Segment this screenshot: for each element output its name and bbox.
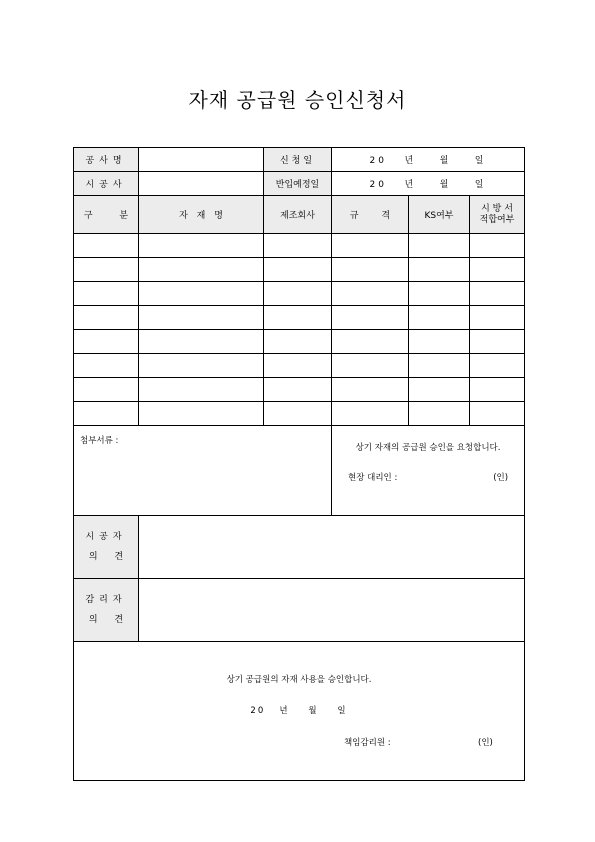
request-date-label: 신청일 — [264, 148, 332, 172]
col-header-spec-compliance — [470, 196, 525, 234]
document-title: 자재 공급원 승인신청서 — [188, 88, 407, 112]
col-header-category: 구 분 — [74, 196, 139, 234]
col-header-manufacturer: 제조회사 — [264, 196, 332, 234]
contractor-opinion-line1: 시공자 — [85, 532, 127, 542]
request-statement: 상기 자재의 공급원 승인을 요청합니다. — [355, 442, 501, 453]
approval-date[interactable]: 20 년 월 일 — [250, 706, 348, 716]
site-agent-label: 현장 대리인 : — [348, 472, 398, 483]
project-name-label: 공사명 — [74, 148, 139, 172]
application-form — [73, 147, 525, 781]
col-header-spec-compliance-line1: 시 방 서 — [481, 203, 513, 214]
attachments-cell[interactable] — [74, 426, 332, 516]
col-header-spec-compliance-line2: 적합여부 — [479, 214, 515, 225]
table-row — [74, 282, 525, 306]
table-row — [74, 330, 525, 354]
site-agent-seal: (인) — [493, 472, 509, 483]
approval-statement: 상기 공급원의 자재 사용을 승인합니다. — [226, 675, 372, 685]
table-row — [74, 234, 525, 258]
supervisor-opinion-label — [74, 579, 139, 642]
approval-cell — [74, 642, 525, 781]
delivery-date-label: 반입예정일 — [264, 172, 332, 196]
table-row — [74, 378, 525, 402]
table-row — [74, 402, 525, 426]
table-row — [74, 258, 525, 282]
col-header-material-name: 자 재 명 — [139, 196, 264, 234]
project-name-field[interactable] — [139, 148, 264, 172]
supervisor-opinion-line2: 의 견 — [88, 615, 124, 625]
contractor-field[interactable] — [139, 172, 264, 196]
contractor-opinion-line2: 의 견 — [88, 552, 124, 562]
attachments-label: 첨부서류 : — [80, 436, 119, 446]
table-row — [74, 354, 525, 378]
delivery-date-field[interactable]: 20 년 월 일 — [332, 172, 525, 196]
chief-supervisor-label: 책임감리원 : — [344, 738, 391, 748]
contractor-opinion-field[interactable] — [139, 516, 525, 579]
supervisor-opinion-field[interactable] — [139, 579, 525, 642]
table-row — [74, 306, 525, 330]
col-header-spec: 규 격 — [332, 196, 409, 234]
chief-supervisor-seal: (인) — [478, 738, 493, 748]
contractor-opinion-label — [74, 516, 139, 579]
request-cell — [332, 426, 525, 516]
contractor-label: 시공사 — [74, 172, 139, 196]
col-header-ks: KS여부 — [409, 196, 470, 234]
supervisor-opinion-line1: 감리자 — [85, 595, 127, 605]
request-date-field[interactable]: 20 년 월 일 — [332, 148, 525, 172]
